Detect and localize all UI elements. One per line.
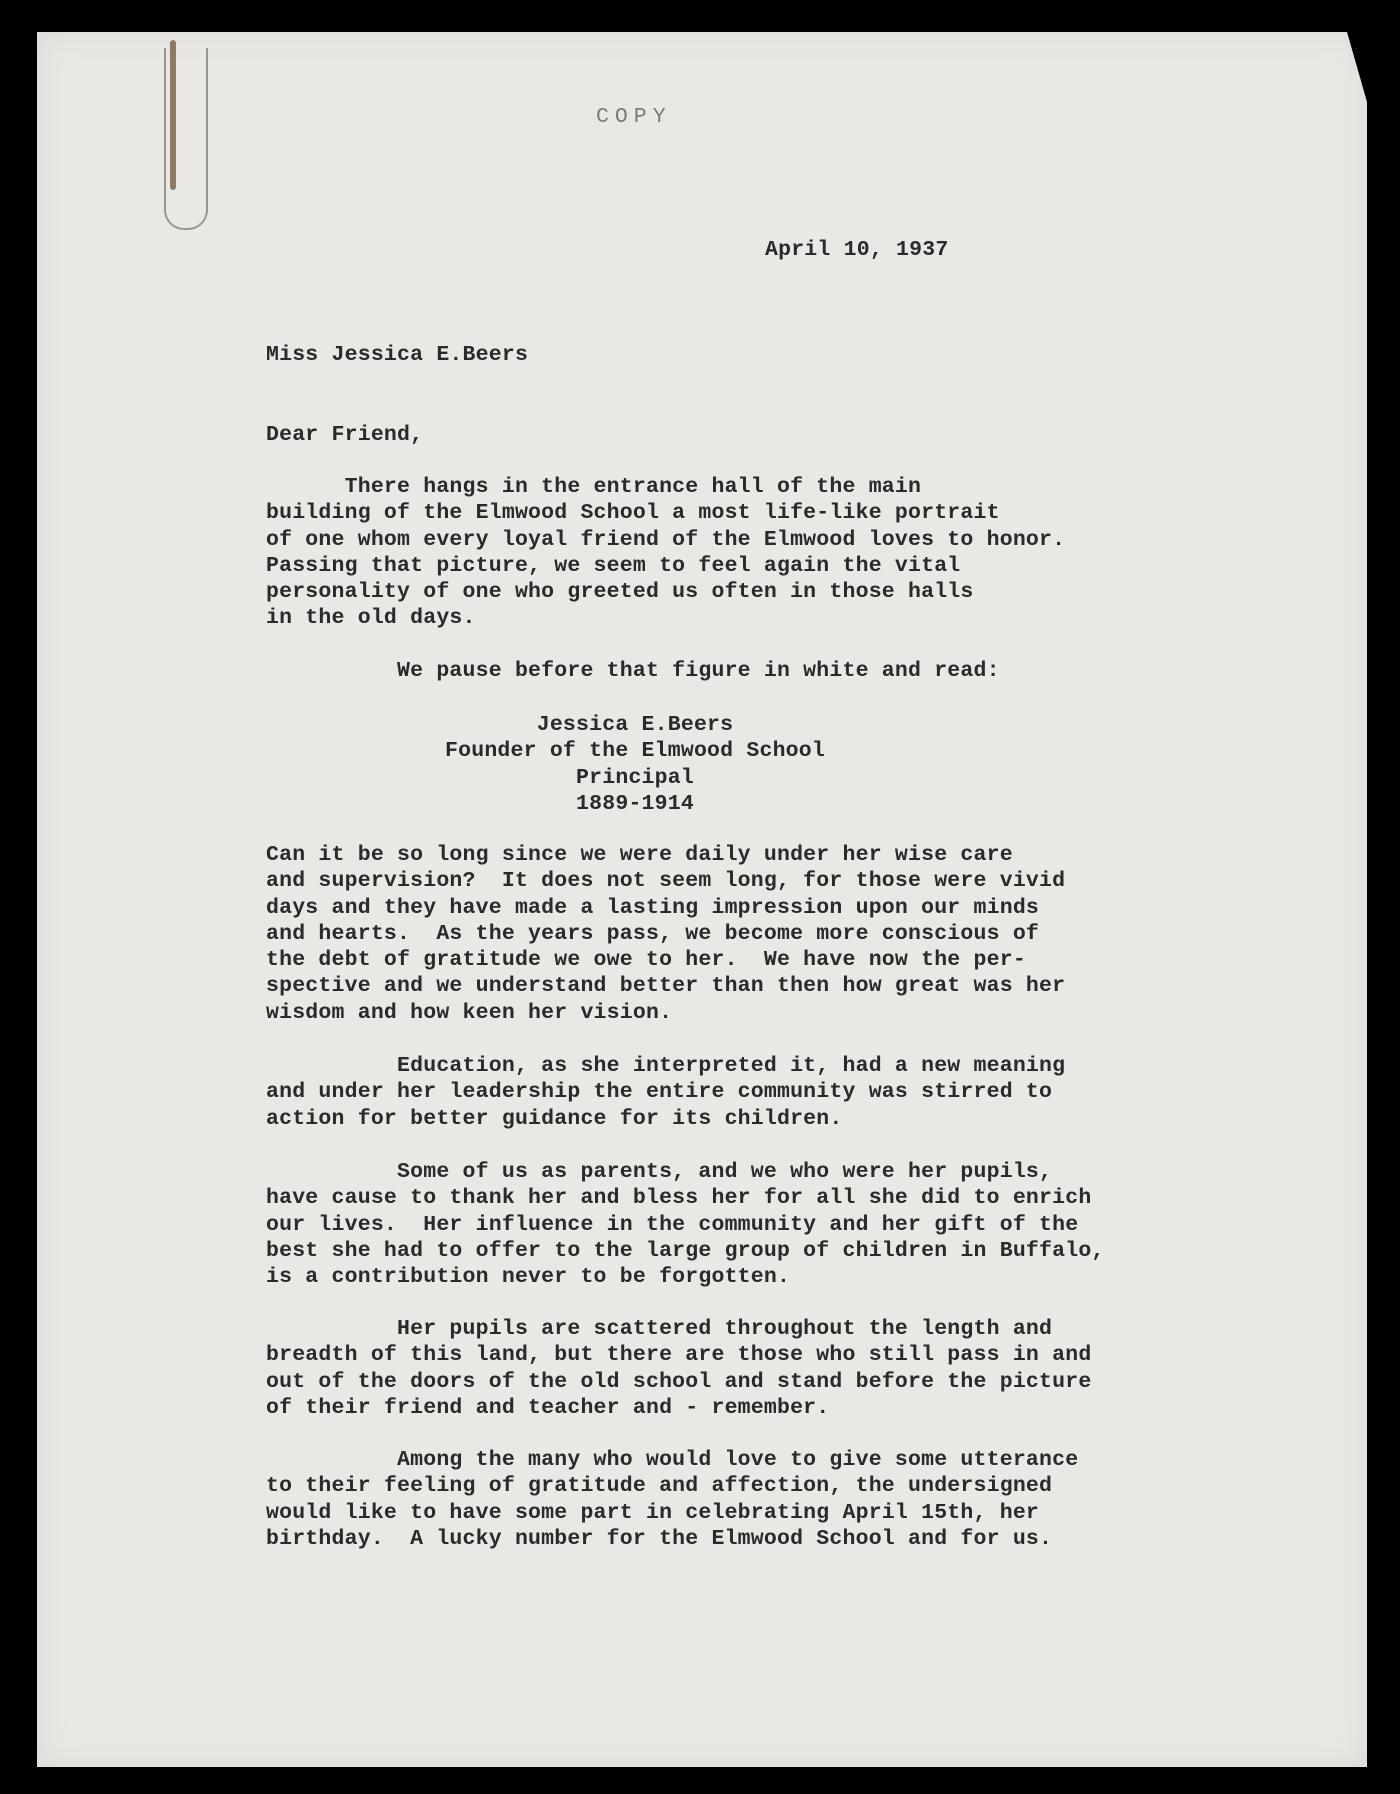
text-line: spective and we understand better than then how great was her <box>266 974 1066 999</box>
text-line: and under her leadership the entire community was stirred to <box>266 1080 1053 1105</box>
text-line: the debt of gratitude we owe to her. We have now the per- <box>266 948 1026 973</box>
text-line: in the old days. <box>266 606 476 631</box>
portrait-inscription <box>420 712 850 817</box>
text-line: Among the many who would love to give some utterance <box>266 1448 1079 1472</box>
inscription-years: 1889-1914 <box>576 791 694 816</box>
text-line: have cause to thank her and bless her for all she did to enrich <box>266 1186 1092 1211</box>
text-line: is a contribution never to be forgotten. <box>266 1265 791 1290</box>
text-line: wisdom and how keen her vision. <box>266 1000 673 1025</box>
text-line: and hearts. As the years pass, we become more conscious of <box>266 921 1040 946</box>
inscription-name: Jessica E.Beers <box>536 713 734 737</box>
paragraph-1 <box>266 474 1065 632</box>
text-line: Passing that picture, we seem to feel again the vital <box>266 553 961 578</box>
inscription-role: Principal <box>576 765 694 790</box>
text-line: action for better guidance for its children. <box>266 1106 843 1131</box>
text-line: our lives. Her influence in the community and her gift of the <box>266 1212 1079 1237</box>
paragraph-5 <box>266 1159 1105 1290</box>
text-line: building of the Elmwood School a most life-like portrait <box>266 501 1000 526</box>
text-line: to their feeling of gratitude and affection, the undersigned <box>266 1474 1053 1499</box>
text-line: There hangs in the entrance hall of the main <box>266 475 922 499</box>
text-line: Can it be so long since we were daily under her wise care <box>266 843 1013 867</box>
paragraph-4 <box>266 1053 1065 1132</box>
text-line: breadth of this land, but there are those who still pass in and <box>266 1343 1092 1368</box>
text-line: of their friend and teacher and - remember. <box>266 1395 830 1420</box>
text-line: days and they have made a lasting impression upon our minds <box>266 895 1040 920</box>
paragraph-3 <box>266 842 1065 1026</box>
text-line: of one whom every loyal friend of the Elmwood loves to honor. <box>266 527 1066 552</box>
paragraph-7 <box>266 1447 1078 1552</box>
paragraph-6 <box>266 1316 1091 1421</box>
text-line: personality of one who greeted us often in those halls <box>266 580 974 605</box>
inscription-title: Founder of the Elmwood School <box>445 739 825 764</box>
text-line: best she had to offer to the large group of children in Buffalo, <box>266 1238 1105 1263</box>
text-line: Her pupils are scattered throughout the length and <box>266 1317 1053 1341</box>
recipient-name: Miss Jessica E.Beers <box>266 343 529 367</box>
text-line: We pause before that figure in white and read: <box>266 659 1000 683</box>
letter-date: April 10, 1937 <box>765 238 949 262</box>
rust-stain <box>170 40 176 190</box>
text-line: out of the doors of the old school and stand before the picture <box>266 1369 1092 1394</box>
text-line: would like to have some part in celebrating April 15th, her <box>266 1500 1040 1525</box>
copy-label: COPY <box>596 105 672 129</box>
text-line: and supervision? It does not seem long, for those were vivid <box>266 869 1066 894</box>
paragraph-2 <box>266 658 1000 684</box>
salutation: Dear Friend, <box>266 423 424 447</box>
text-line: Some of us as parents, and we who were her pupils, <box>266 1160 1053 1184</box>
text-line: birthday. A lucky number for the Elmwood School and for us. <box>266 1526 1053 1551</box>
text-line: Education, as she interpreted it, had a new meaning <box>266 1054 1066 1078</box>
